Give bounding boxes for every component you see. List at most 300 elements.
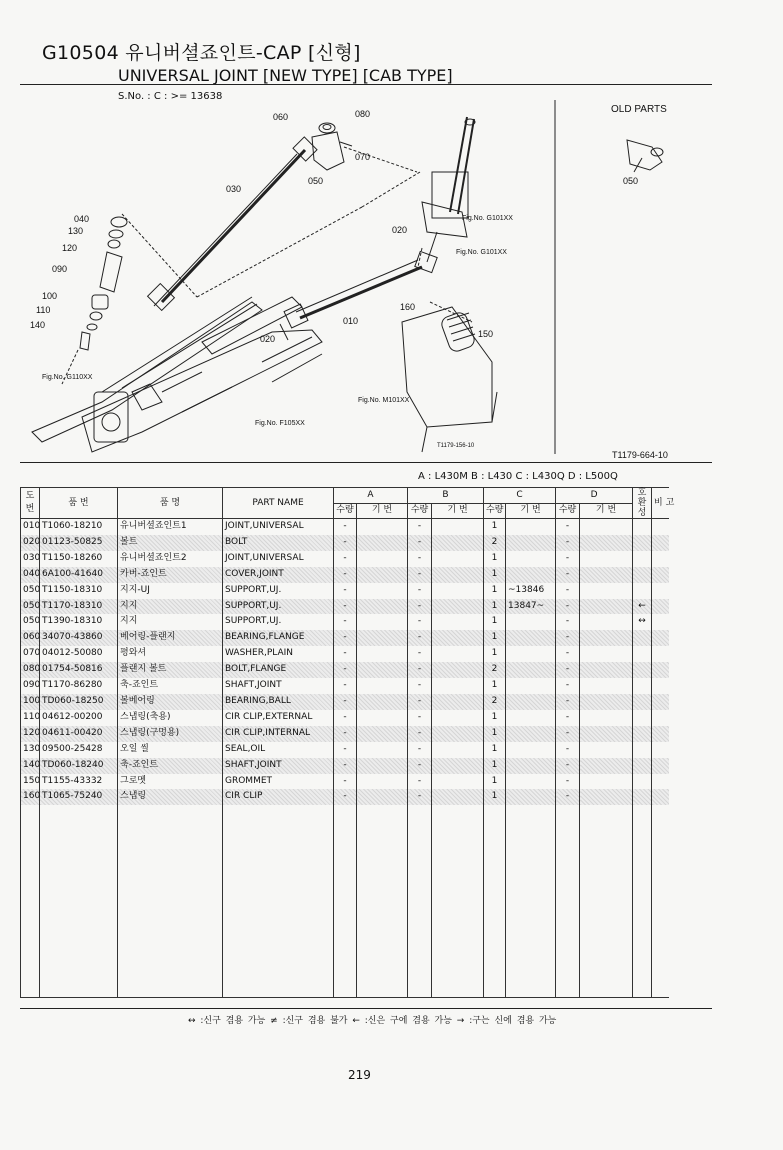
callout-080: 080	[355, 109, 371, 119]
cell-d: -	[556, 789, 580, 805]
cell-blank	[652, 519, 669, 535]
cell-blank	[652, 710, 669, 726]
cell-ref: 090	[21, 678, 40, 694]
cell-b: -	[408, 519, 432, 535]
cell-c: 1	[484, 774, 506, 790]
cell-blank	[432, 630, 484, 646]
cell-part_no: T1150-18310	[40, 583, 118, 599]
cell-c_sn	[506, 535, 556, 551]
col-remark: 비 고	[652, 488, 669, 519]
col-group-d: D	[556, 488, 633, 504]
cell-blank	[580, 662, 633, 678]
cell-name: BOLT,FLANGE	[223, 662, 334, 678]
cell-name_kr: 스냅링(축용)	[118, 710, 223, 726]
callout-150: 150	[478, 329, 494, 339]
cell-ref: 130	[21, 742, 40, 758]
support-050	[312, 123, 352, 170]
table-row	[21, 710, 669, 726]
diagram-rule	[20, 462, 712, 463]
table-row	[21, 694, 669, 710]
cell-b: -	[408, 535, 432, 551]
cell-d: -	[556, 535, 580, 551]
cell-a: -	[334, 535, 357, 551]
cell-x	[633, 662, 652, 678]
cell-a: -	[334, 646, 357, 662]
cell-blank	[580, 742, 633, 758]
cell-name_kr: 오일 씰	[118, 742, 223, 758]
callout-160: 160	[400, 302, 416, 312]
cell-blank	[432, 599, 484, 615]
cell-c_sn	[506, 630, 556, 646]
callout-020-top: 020	[392, 225, 408, 235]
table-row	[21, 774, 669, 790]
cell-name_kr: 평와셔	[118, 646, 223, 662]
cell-a: -	[334, 710, 357, 726]
cell-blank	[432, 758, 484, 774]
callout-020-bottom: 020	[260, 334, 276, 344]
cell-c: 1	[484, 630, 506, 646]
cell-name_kr: 축-죠인트	[118, 678, 223, 694]
cell-blank	[580, 774, 633, 790]
cell-blank	[580, 614, 633, 630]
callout-110: 110	[36, 305, 51, 315]
cell-x: ←	[633, 599, 652, 615]
cell-d: -	[556, 599, 580, 615]
cell-part_no: T1170-18310	[40, 599, 118, 615]
table-row	[21, 726, 669, 742]
cell-c: 1	[484, 678, 506, 694]
cell-name: SUPPORT,UJ.	[223, 583, 334, 599]
cell-x	[633, 630, 652, 646]
cell-part_no: T1150-18260	[40, 551, 118, 567]
cell-d: -	[556, 694, 580, 710]
cell-blank	[357, 630, 408, 646]
cell-blank	[357, 646, 408, 662]
callout-140: 140	[30, 320, 46, 330]
table-row	[21, 599, 669, 615]
old-parts-label: OLD PARTS	[611, 104, 667, 115]
cell-blank	[432, 678, 484, 694]
cell-x: ↔	[633, 614, 652, 630]
cell-c_sn	[506, 614, 556, 630]
cell-blank	[357, 694, 408, 710]
cell-c_sn: ~13846	[506, 583, 556, 599]
cell-b: -	[408, 789, 432, 805]
cell-c: 2	[484, 694, 506, 710]
cell-name: WASHER,PLAIN	[223, 646, 334, 662]
cell-ref: 050	[21, 583, 40, 599]
cell-part_no: T1065-75240	[40, 789, 118, 805]
cell-a: -	[334, 567, 357, 583]
cell-part_no: 34070-43860	[40, 630, 118, 646]
cell-d: -	[556, 567, 580, 583]
cell-part_no: T1060-18210	[40, 519, 118, 535]
cell-a: -	[334, 583, 357, 599]
col-c-serial: 기 번	[506, 503, 556, 519]
models-legend: A : L430M B : L430 C : L430Q D : L500Q	[418, 471, 618, 482]
callout-040: 040	[74, 214, 90, 224]
cell-a: -	[334, 678, 357, 694]
cell-blank	[357, 662, 408, 678]
cell-x	[633, 774, 652, 790]
cell-b: -	[408, 774, 432, 790]
cell-ref: 010	[21, 519, 40, 535]
table-row	[21, 742, 669, 758]
cell-c_sn: 13847~	[506, 599, 556, 615]
cell-blank	[652, 551, 669, 567]
cell-ref: 050	[21, 599, 40, 615]
cell-x	[633, 535, 652, 551]
cell-a: -	[334, 614, 357, 630]
cell-ref: 150	[21, 774, 40, 790]
cell-blank	[652, 694, 669, 710]
cell-blank	[580, 758, 633, 774]
cell-d: -	[556, 519, 580, 535]
cell-blank	[652, 662, 669, 678]
cell-x	[633, 646, 652, 662]
cell-name: SHAFT,JOINT	[223, 758, 334, 774]
cell-b: -	[408, 567, 432, 583]
cell-a: -	[334, 662, 357, 678]
cell-name: GROMMET	[223, 774, 334, 790]
cell-b: -	[408, 710, 432, 726]
col-d-serial: 기 번	[580, 503, 633, 519]
col-ref: 도 번	[21, 488, 40, 519]
cell-c: 1	[484, 726, 506, 742]
cell-blank	[652, 535, 669, 551]
cell-ref: 050	[21, 614, 40, 630]
cell-name: JOINT,UNIVERSAL	[223, 551, 334, 567]
cell-d: -	[556, 583, 580, 599]
cell-c: 1	[484, 519, 506, 535]
cell-name_kr: 축-죠인트	[118, 758, 223, 774]
table-row	[21, 789, 669, 805]
col-a-serial: 기 번	[357, 503, 408, 519]
cell-c: 1	[484, 583, 506, 599]
fig-ref-m101: Fig.No. M101XX	[358, 397, 410, 404]
cell-c: 1	[484, 646, 506, 662]
cell-a: -	[334, 789, 357, 805]
cell-name_kr: 지지	[118, 599, 223, 615]
cell-blank	[432, 567, 484, 583]
cell-blank	[580, 710, 633, 726]
table-row	[21, 567, 669, 583]
cell-blank	[580, 678, 633, 694]
col-d-qty: 수량	[556, 503, 580, 519]
cell-b: -	[408, 599, 432, 615]
col-group-c: C	[484, 488, 556, 504]
table-row	[21, 646, 669, 662]
cell-d: -	[556, 662, 580, 678]
cell-b: -	[408, 662, 432, 678]
cell-blank	[652, 789, 669, 805]
cell-b: -	[408, 742, 432, 758]
cell-name_kr: 카버-죠인트	[118, 567, 223, 583]
cell-name: SHAFT,JOINT	[223, 678, 334, 694]
cell-part_no: 04611-00420	[40, 726, 118, 742]
cell-part_no: 6A100-41640	[40, 567, 118, 583]
cell-c: 1	[484, 614, 506, 630]
col-c-qty: 수량	[484, 503, 506, 519]
cell-c_sn	[506, 774, 556, 790]
cell-name: BOLT	[223, 535, 334, 551]
cell-ref: 020	[21, 535, 40, 551]
cell-a: -	[334, 726, 357, 742]
cell-name: CIR CLIP	[223, 789, 334, 805]
table-row	[21, 583, 669, 599]
cell-blank	[432, 774, 484, 790]
illustration-code: T1179-156-10	[437, 443, 475, 449]
col-interchange: 호 환 성	[633, 488, 652, 519]
cell-x	[633, 694, 652, 710]
cell-name_kr: 지지	[118, 614, 223, 630]
cell-name_kr: 유니버셜죠인트2	[118, 551, 223, 567]
cell-c_sn	[506, 710, 556, 726]
cell-a: -	[334, 758, 357, 774]
cell-blank	[357, 551, 408, 567]
cell-blank	[357, 567, 408, 583]
cell-x	[633, 551, 652, 567]
cell-ref: 110	[21, 710, 40, 726]
interchange-legend: ↔ :신구 겸용 가능 ≠ :신구 겸용 불가 ← :신은 구에 겸용 가능 → :구는 신에 겸용 가능	[188, 1016, 557, 1026]
cell-blank	[580, 646, 633, 662]
table-filler	[21, 805, 669, 998]
cell-c_sn	[506, 789, 556, 805]
cell-blank	[580, 630, 633, 646]
cell-blank	[580, 583, 633, 599]
cell-name_kr: 그로멧	[118, 774, 223, 790]
cell-c: 2	[484, 535, 506, 551]
cell-name_kr: 지지-UJ	[118, 583, 223, 599]
callout-030: 030	[226, 184, 242, 194]
cell-name_kr: 스냅링	[118, 789, 223, 805]
title-rule	[20, 84, 712, 85]
cell-b: -	[408, 694, 432, 710]
cell-x	[633, 789, 652, 805]
cell-b: -	[408, 614, 432, 630]
cell-blank	[357, 789, 408, 805]
cell-x	[633, 519, 652, 535]
cell-d: -	[556, 710, 580, 726]
cell-name: CIR CLIP,INTERNAL	[223, 726, 334, 742]
cell-blank	[357, 599, 408, 615]
cell-blank	[652, 646, 669, 662]
cell-blank	[652, 599, 669, 615]
callout-060: 060	[273, 112, 289, 122]
table-row	[21, 551, 669, 567]
cell-blank	[357, 758, 408, 774]
cell-name: CIR CLIP,EXTERNAL	[223, 710, 334, 726]
cell-x	[633, 758, 652, 774]
cell-blank	[580, 567, 633, 583]
cell-name_kr: 플랜지 볼트	[118, 662, 223, 678]
fig-ref-g110: Fig.No. G110XX	[42, 374, 93, 381]
cell-blank	[580, 726, 633, 742]
cell-blank	[432, 583, 484, 599]
cell-c_sn	[506, 567, 556, 583]
cell-part_no: 09500-25428	[40, 742, 118, 758]
cell-blank	[580, 789, 633, 805]
cell-b: -	[408, 758, 432, 774]
callout-010: 010	[343, 316, 359, 326]
callout-090: 090	[52, 264, 68, 274]
cell-blank	[652, 678, 669, 694]
cell-name: SUPPORT,UJ.	[223, 614, 334, 630]
cell-blank	[357, 726, 408, 742]
page-title: G10504 유니버셜죠인트-CAP [신형]	[42, 42, 361, 64]
cell-blank	[432, 551, 484, 567]
cell-c: 1	[484, 551, 506, 567]
cell-name_kr: 볼베어링	[118, 694, 223, 710]
shaft-030	[148, 137, 317, 310]
cell-d: -	[556, 646, 580, 662]
cell-c: 1	[484, 758, 506, 774]
cell-a: -	[334, 630, 357, 646]
cell-b: -	[408, 551, 432, 567]
cell-c_sn	[506, 694, 556, 710]
cell-b: -	[408, 678, 432, 694]
table-bottom-rule	[20, 1008, 712, 1009]
cell-blank	[357, 614, 408, 630]
callout-120: 120	[62, 243, 78, 253]
cell-blank	[432, 535, 484, 551]
col-a-qty: 수량	[334, 503, 357, 519]
cell-name: COVER,JOINT	[223, 567, 334, 583]
cell-d: -	[556, 614, 580, 630]
cell-part_no: TD060-18240	[40, 758, 118, 774]
cell-a: -	[334, 599, 357, 615]
table-row	[21, 758, 669, 774]
cell-blank	[357, 583, 408, 599]
cell-blank	[580, 519, 633, 535]
cell-ref: 080	[21, 662, 40, 678]
cell-d: -	[556, 758, 580, 774]
cell-b: -	[408, 583, 432, 599]
col-group-b: B	[408, 488, 484, 504]
cell-ref: 070	[21, 646, 40, 662]
cell-blank	[580, 535, 633, 551]
cell-ref: 060	[21, 630, 40, 646]
cell-name: SUPPORT,UJ.	[223, 599, 334, 615]
cell-blank	[580, 551, 633, 567]
cell-c_sn	[506, 726, 556, 742]
fig-ref-g101-a: Fig.No. G101XX	[462, 215, 513, 222]
page-code: T1179-664-10	[612, 450, 668, 460]
cell-blank	[652, 567, 669, 583]
cell-part_no: T1155-43332	[40, 774, 118, 790]
cell-blank	[432, 726, 484, 742]
table-row	[21, 614, 669, 630]
cell-blank	[652, 742, 669, 758]
col-b-serial: 기 번	[432, 503, 484, 519]
cell-blank	[357, 742, 408, 758]
cell-a: -	[334, 519, 357, 535]
cell-name_kr: 스냅링(구멍용)	[118, 726, 223, 742]
cell-blank	[652, 726, 669, 742]
table-row	[21, 535, 669, 551]
cell-name_kr: 베어링-플랜지	[118, 630, 223, 646]
cell-part_no: 04012-50080	[40, 646, 118, 662]
cell-blank	[652, 774, 669, 790]
cell-a: -	[334, 742, 357, 758]
cell-c_sn	[506, 646, 556, 662]
cell-d: -	[556, 774, 580, 790]
col-part-no: 품 번	[40, 488, 118, 519]
table-row	[21, 630, 669, 646]
cell-blank	[432, 789, 484, 805]
cell-c: 1	[484, 599, 506, 615]
cell-name: BEARING,BALL	[223, 694, 334, 710]
cell-name: BEARING,FLANGE	[223, 630, 334, 646]
fig-ref-g101-b: Fig.No. G101XX	[456, 249, 507, 256]
cell-c: 2	[484, 662, 506, 678]
cell-x	[633, 726, 652, 742]
cell-x	[633, 678, 652, 694]
cell-blank	[432, 662, 484, 678]
cell-blank	[357, 678, 408, 694]
cell-d: -	[556, 742, 580, 758]
parts-table	[20, 487, 675, 998]
cell-c_sn	[506, 678, 556, 694]
cell-name: JOINT,UNIVERSAL	[223, 519, 334, 535]
cell-blank	[652, 758, 669, 774]
cell-d: -	[556, 630, 580, 646]
cell-part_no: 01754-50816	[40, 662, 118, 678]
table-row	[21, 678, 669, 694]
cell-blank	[357, 774, 408, 790]
cell-c_sn	[506, 758, 556, 774]
cell-c_sn	[506, 662, 556, 678]
cell-blank	[432, 710, 484, 726]
cell-blank	[580, 599, 633, 615]
cell-part_no: T1390-18310	[40, 614, 118, 630]
cell-c: 1	[484, 742, 506, 758]
cell-blank	[652, 614, 669, 630]
cell-ref: 120	[21, 726, 40, 742]
cell-blank	[432, 742, 484, 758]
cell-c: 1	[484, 789, 506, 805]
cell-blank	[432, 646, 484, 662]
cell-blank	[432, 614, 484, 630]
cell-b: -	[408, 630, 432, 646]
cell-c: 1	[484, 567, 506, 583]
col-b-qty: 수량	[408, 503, 432, 519]
cell-b: -	[408, 646, 432, 662]
table-row	[21, 519, 669, 535]
cell-blank	[357, 519, 408, 535]
cell-part_no: 04612-00200	[40, 710, 118, 726]
page-subtitle: UNIVERSAL JOINT [NEW TYPE] [CAB TYPE]	[118, 66, 453, 85]
serial-note: S.No. : C : >= 13638	[118, 91, 223, 102]
callout-050: 050	[308, 176, 324, 186]
callout-130: 130	[68, 226, 84, 236]
col-group-a: A	[334, 488, 408, 504]
callout-100: 100	[42, 291, 58, 301]
cell-ref: 140	[21, 758, 40, 774]
cell-d: -	[556, 551, 580, 567]
page-number: 219	[348, 1068, 371, 1082]
cell-d: -	[556, 726, 580, 742]
cell-x	[633, 567, 652, 583]
cell-c_sn	[506, 742, 556, 758]
cell-a: -	[334, 694, 357, 710]
old-part-050	[627, 140, 663, 172]
cell-name_kr: 볼트	[118, 535, 223, 551]
cell-blank	[652, 583, 669, 599]
cell-name: SEAL,OIL	[223, 742, 334, 758]
col-part-name: PART NAME	[223, 488, 334, 519]
cell-part_no: TD060-18250	[40, 694, 118, 710]
